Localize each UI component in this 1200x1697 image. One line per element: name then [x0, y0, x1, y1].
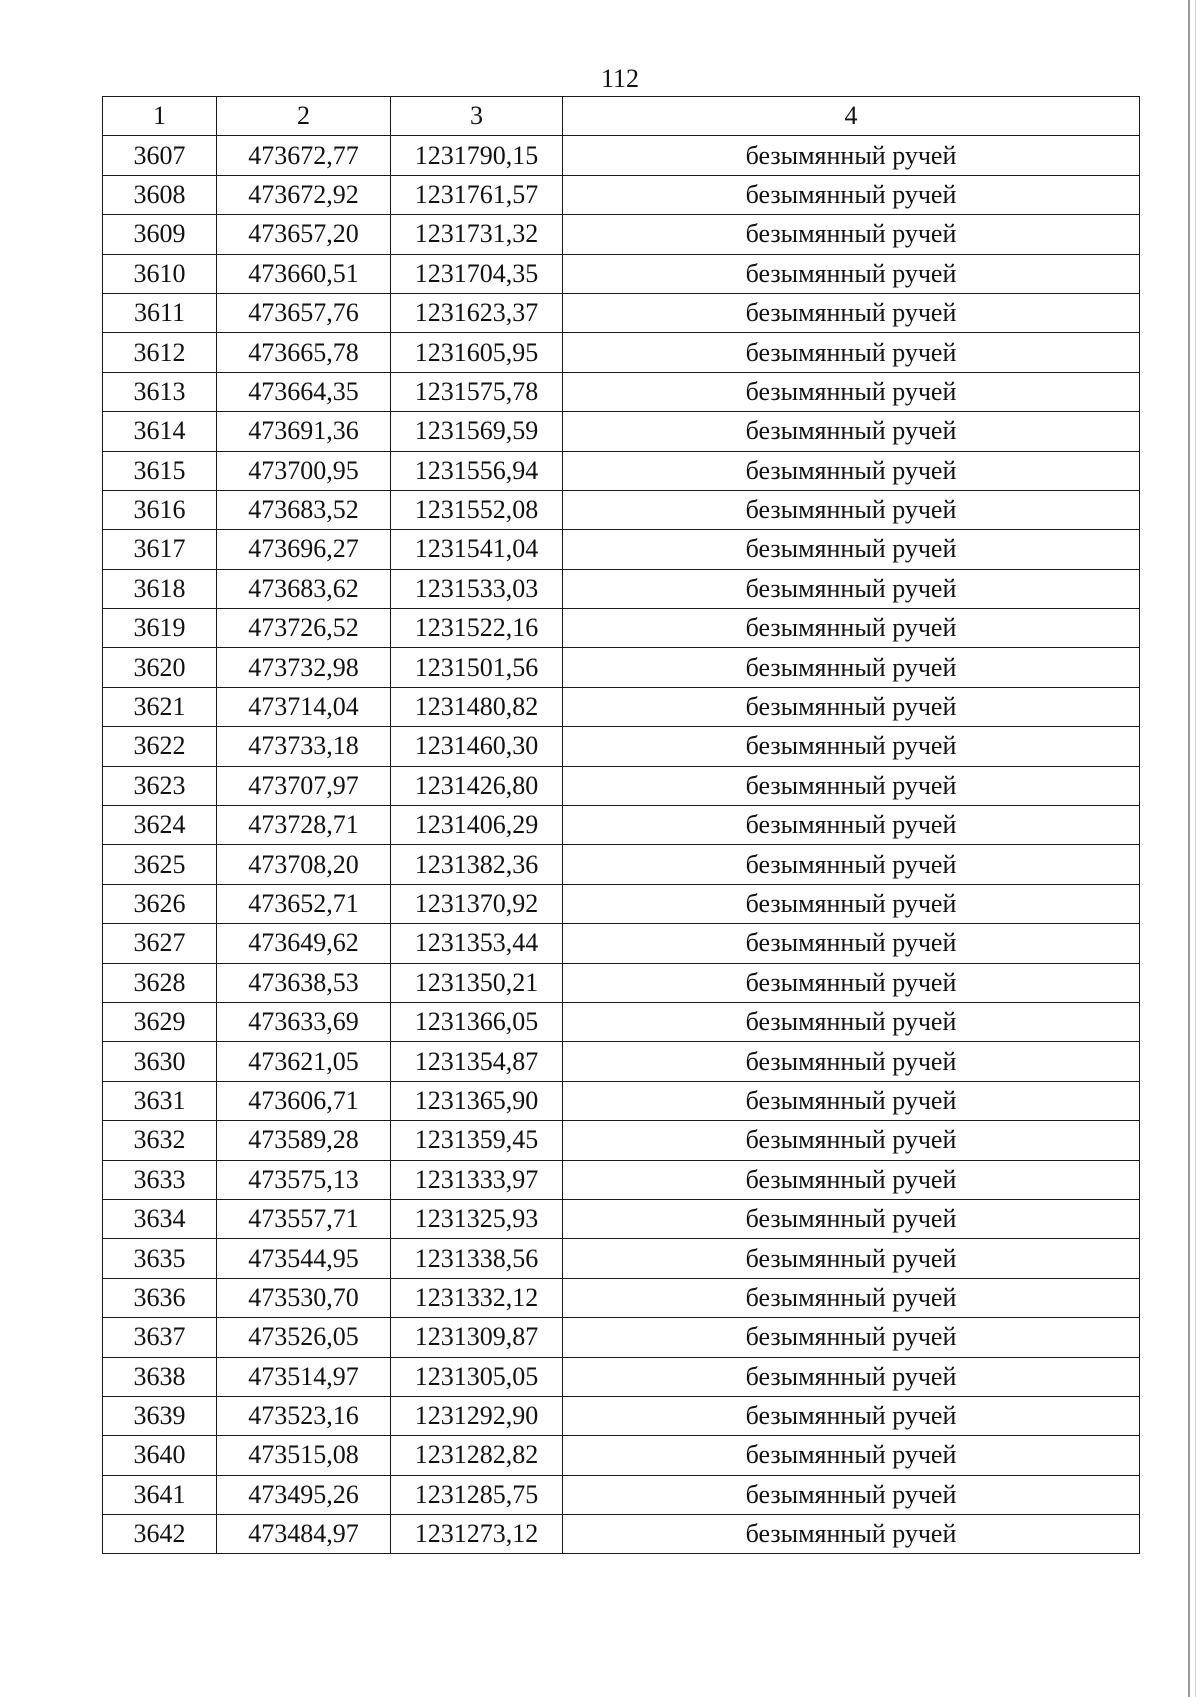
table-row — [103, 1515, 1140, 1554]
table-row — [103, 845, 1140, 884]
description-cell: безымянный ручей — [563, 490, 1140, 529]
description-cell: безымянный ручей — [563, 1278, 1140, 1317]
point-number-cell: 3615 — [103, 451, 217, 490]
table-row — [103, 1475, 1140, 1514]
description-cell: безымянный ручей — [563, 1199, 1140, 1238]
table-row — [103, 806, 1140, 845]
x-coordinate-cell: 473726,52 — [217, 609, 391, 648]
point-number-cell: 3642 — [103, 1515, 217, 1554]
table-row — [103, 727, 1140, 766]
point-number-cell: 3622 — [103, 727, 217, 766]
point-number-cell: 3609 — [103, 215, 217, 254]
table-row — [103, 1318, 1140, 1357]
point-number-cell: 3608 — [103, 175, 217, 214]
point-number-cell: 3641 — [103, 1475, 217, 1514]
column-header-2: 2 — [217, 97, 391, 136]
scan-page-edge — [1188, 0, 1190, 1697]
x-coordinate-cell: 473696,27 — [217, 530, 391, 569]
point-number-cell: 3638 — [103, 1357, 217, 1396]
table-row — [103, 648, 1140, 687]
description-cell: безымянный ручей — [563, 293, 1140, 332]
y-coordinate-cell: 1231285,75 — [391, 1475, 563, 1514]
description-cell: безымянный ручей — [563, 766, 1140, 805]
description-cell: безымянный ручей — [563, 1357, 1140, 1396]
x-coordinate-cell: 473683,52 — [217, 490, 391, 529]
table-row — [103, 766, 1140, 805]
y-coordinate-cell: 1231522,16 — [391, 609, 563, 648]
x-coordinate-cell: 473515,08 — [217, 1436, 391, 1475]
y-coordinate-cell: 1231333,97 — [391, 1160, 563, 1199]
x-coordinate-cell: 473544,95 — [217, 1239, 391, 1278]
y-coordinate-cell: 1231366,05 — [391, 1002, 563, 1041]
y-coordinate-cell: 1231790,15 — [391, 136, 563, 175]
x-coordinate-cell: 473665,78 — [217, 333, 391, 372]
point-number-cell: 3629 — [103, 1002, 217, 1041]
x-coordinate-cell: 473683,62 — [217, 569, 391, 608]
point-number-cell: 3632 — [103, 1121, 217, 1160]
table-row — [103, 490, 1140, 529]
table-row — [103, 1081, 1140, 1120]
description-cell: безымянный ручей — [563, 215, 1140, 254]
table-row — [103, 963, 1140, 1002]
y-coordinate-cell: 1231305,05 — [391, 1357, 563, 1396]
column-header-4: 4 — [563, 97, 1140, 136]
y-coordinate-cell: 1231350,21 — [391, 963, 563, 1002]
y-coordinate-cell: 1231406,29 — [391, 806, 563, 845]
column-header-1: 1 — [103, 97, 217, 136]
y-coordinate-cell: 1231501,56 — [391, 648, 563, 687]
table-row — [103, 1199, 1140, 1238]
x-coordinate-cell: 473672,77 — [217, 136, 391, 175]
y-coordinate-cell: 1231569,59 — [391, 412, 563, 451]
description-cell: безымянный ручей — [563, 1396, 1140, 1435]
table-row — [103, 1002, 1140, 1041]
table-row — [103, 451, 1140, 490]
x-coordinate-cell: 473691,36 — [217, 412, 391, 451]
table-body — [103, 136, 1140, 1554]
description-cell: безымянный ручей — [563, 1121, 1140, 1160]
y-coordinate-cell: 1231552,08 — [391, 490, 563, 529]
table-row — [103, 687, 1140, 726]
x-coordinate-cell: 473633,69 — [217, 1002, 391, 1041]
y-coordinate-cell: 1231460,30 — [391, 727, 563, 766]
table-row — [103, 215, 1140, 254]
y-coordinate-cell: 1231359,45 — [391, 1121, 563, 1160]
y-coordinate-cell: 1231731,32 — [391, 215, 563, 254]
table-row — [103, 293, 1140, 332]
coordinates-table — [102, 96, 1140, 1554]
description-cell: безымянный ручей — [563, 924, 1140, 963]
x-coordinate-cell: 473484,97 — [217, 1515, 391, 1554]
table-row — [103, 412, 1140, 451]
point-number-cell: 3633 — [103, 1160, 217, 1199]
description-cell: безымянный ручей — [563, 412, 1140, 451]
point-number-cell: 3628 — [103, 963, 217, 1002]
y-coordinate-cell: 1231365,90 — [391, 1081, 563, 1120]
description-cell: безымянный ручей — [563, 1475, 1140, 1514]
description-cell: безымянный ручей — [563, 451, 1140, 490]
x-coordinate-cell: 473700,95 — [217, 451, 391, 490]
column-header-3: 3 — [391, 97, 563, 136]
point-number-cell: 3614 — [103, 412, 217, 451]
point-number-cell: 3637 — [103, 1318, 217, 1357]
table-row — [103, 254, 1140, 293]
point-number-cell: 3621 — [103, 687, 217, 726]
description-cell: безымянный ручей — [563, 884, 1140, 923]
table-row — [103, 1160, 1140, 1199]
point-number-cell: 3620 — [103, 648, 217, 687]
point-number-cell: 3636 — [103, 1278, 217, 1317]
point-number-cell: 3619 — [103, 609, 217, 648]
description-cell: безымянный ручей — [563, 963, 1140, 1002]
description-cell: безымянный ручей — [563, 1160, 1140, 1199]
point-number-cell: 3634 — [103, 1199, 217, 1238]
description-cell: безымянный ручей — [563, 1318, 1140, 1357]
description-cell: безымянный ручей — [563, 1436, 1140, 1475]
point-number-cell: 3627 — [103, 924, 217, 963]
x-coordinate-cell: 473728,71 — [217, 806, 391, 845]
y-coordinate-cell: 1231332,12 — [391, 1278, 563, 1317]
table-row — [103, 1436, 1140, 1475]
y-coordinate-cell: 1231370,92 — [391, 884, 563, 923]
x-coordinate-cell: 473733,18 — [217, 727, 391, 766]
point-number-cell: 3616 — [103, 490, 217, 529]
point-number-cell: 3625 — [103, 845, 217, 884]
point-number-cell: 3612 — [103, 333, 217, 372]
table-row — [103, 1278, 1140, 1317]
point-number-cell: 3607 — [103, 136, 217, 175]
point-number-cell: 3623 — [103, 766, 217, 805]
description-cell: безымянный ручей — [563, 136, 1140, 175]
table-row — [103, 175, 1140, 214]
point-number-cell: 3630 — [103, 1042, 217, 1081]
x-coordinate-cell: 473526,05 — [217, 1318, 391, 1357]
y-coordinate-cell: 1231282,82 — [391, 1436, 563, 1475]
y-coordinate-cell: 1231382,36 — [391, 845, 563, 884]
table-row — [103, 530, 1140, 569]
x-coordinate-cell: 473514,97 — [217, 1357, 391, 1396]
table-header-row — [103, 97, 1140, 136]
y-coordinate-cell: 1231354,87 — [391, 1042, 563, 1081]
description-cell: безымянный ручей — [563, 569, 1140, 608]
table-row — [103, 1357, 1140, 1396]
y-coordinate-cell: 1231623,37 — [391, 293, 563, 332]
x-coordinate-cell: 473606,71 — [217, 1081, 391, 1120]
y-coordinate-cell: 1231325,93 — [391, 1199, 563, 1238]
y-coordinate-cell: 1231704,35 — [391, 254, 563, 293]
x-coordinate-cell: 473707,97 — [217, 766, 391, 805]
description-cell: безымянный ручей — [563, 687, 1140, 726]
description-cell: безымянный ручей — [563, 175, 1140, 214]
x-coordinate-cell: 473557,71 — [217, 1199, 391, 1238]
point-number-cell: 3610 — [103, 254, 217, 293]
point-number-cell: 3613 — [103, 372, 217, 411]
x-coordinate-cell: 473495,26 — [217, 1475, 391, 1514]
x-coordinate-cell: 473589,28 — [217, 1121, 391, 1160]
description-cell: безымянный ручей — [563, 609, 1140, 648]
scan-page-edge-shadow — [1195, 0, 1196, 1697]
y-coordinate-cell: 1231605,95 — [391, 333, 563, 372]
point-number-cell: 3640 — [103, 1436, 217, 1475]
point-number-cell: 3639 — [103, 1396, 217, 1435]
table-row — [103, 372, 1140, 411]
description-cell: безымянный ручей — [563, 845, 1140, 884]
y-coordinate-cell: 1231541,04 — [391, 530, 563, 569]
point-number-cell: 3617 — [103, 530, 217, 569]
point-number-cell: 3631 — [103, 1081, 217, 1120]
description-cell: безымянный ручей — [563, 727, 1140, 766]
point-number-cell: 3611 — [103, 293, 217, 332]
y-coordinate-cell: 1231575,78 — [391, 372, 563, 411]
description-cell: безымянный ручей — [563, 648, 1140, 687]
description-cell: безымянный ручей — [563, 806, 1140, 845]
point-number-cell: 3635 — [103, 1239, 217, 1278]
x-coordinate-cell: 473660,51 — [217, 254, 391, 293]
description-cell: безымянный ручей — [563, 1042, 1140, 1081]
x-coordinate-cell: 473732,98 — [217, 648, 391, 687]
x-coordinate-cell: 473657,20 — [217, 215, 391, 254]
x-coordinate-cell: 473652,71 — [217, 884, 391, 923]
y-coordinate-cell: 1231309,87 — [391, 1318, 563, 1357]
y-coordinate-cell: 1231273,12 — [391, 1515, 563, 1554]
y-coordinate-cell: 1231353,44 — [391, 924, 563, 963]
table-row — [103, 333, 1140, 372]
x-coordinate-cell: 473638,53 — [217, 963, 391, 1002]
description-cell: безымянный ручей — [563, 372, 1140, 411]
description-cell: безымянный ручей — [563, 254, 1140, 293]
point-number-cell: 3626 — [103, 884, 217, 923]
description-cell: безымянный ручей — [563, 1081, 1140, 1120]
x-coordinate-cell: 473714,04 — [217, 687, 391, 726]
x-coordinate-cell: 473664,35 — [217, 372, 391, 411]
x-coordinate-cell: 473672,92 — [217, 175, 391, 214]
y-coordinate-cell: 1231292,90 — [391, 1396, 563, 1435]
y-coordinate-cell: 1231556,94 — [391, 451, 563, 490]
table-row — [103, 924, 1140, 963]
page-number: 112 — [600, 64, 640, 93]
y-coordinate-cell: 1231480,82 — [391, 687, 563, 726]
x-coordinate-cell: 473575,13 — [217, 1160, 391, 1199]
y-coordinate-cell: 1231338,56 — [391, 1239, 563, 1278]
x-coordinate-cell: 473649,62 — [217, 924, 391, 963]
description-cell: безымянный ручей — [563, 1515, 1140, 1554]
x-coordinate-cell: 473708,20 — [217, 845, 391, 884]
description-cell: безымянный ручей — [563, 1239, 1140, 1278]
x-coordinate-cell: 473530,70 — [217, 1278, 391, 1317]
table-row — [103, 1121, 1140, 1160]
description-cell: безымянный ручей — [563, 333, 1140, 372]
y-coordinate-cell: 1231761,57 — [391, 175, 563, 214]
x-coordinate-cell: 473523,16 — [217, 1396, 391, 1435]
table-row — [103, 136, 1140, 175]
point-number-cell: 3624 — [103, 806, 217, 845]
x-coordinate-cell: 473621,05 — [217, 1042, 391, 1081]
table-row — [103, 609, 1140, 648]
table-row — [103, 1396, 1140, 1435]
table-row — [103, 569, 1140, 608]
table-row — [103, 1239, 1140, 1278]
table-row — [103, 1042, 1140, 1081]
table-row — [103, 884, 1140, 923]
y-coordinate-cell: 1231533,03 — [391, 569, 563, 608]
description-cell: безымянный ручей — [563, 1002, 1140, 1041]
y-coordinate-cell: 1231426,80 — [391, 766, 563, 805]
point-number-cell: 3618 — [103, 569, 217, 608]
x-coordinate-cell: 473657,76 — [217, 293, 391, 332]
description-cell: безымянный ручей — [563, 530, 1140, 569]
